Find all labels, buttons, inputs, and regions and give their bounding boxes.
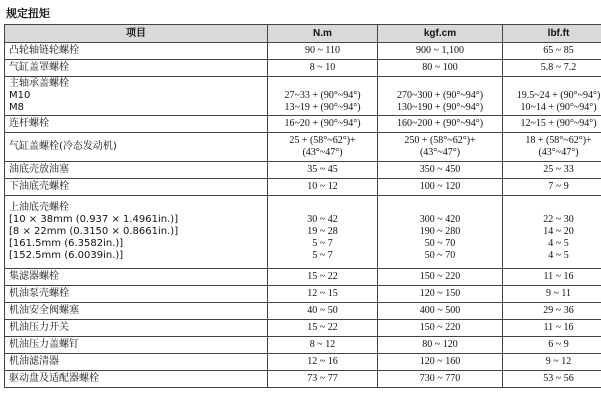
- torque-table: [4, 24, 601, 388]
- cell-text: 7 ~ 9: [548, 181, 569, 192]
- cell-text: 下油底壳螺栓: [9, 181, 69, 192]
- table-row: [5, 162, 601, 179]
- nm-cell: [268, 162, 378, 179]
- nm-cell: [268, 116, 378, 133]
- cell-text: 驱动盘及适配器螺栓: [9, 373, 99, 384]
- table-row: [5, 133, 601, 162]
- item-cell: [5, 162, 268, 179]
- nm-cell: [268, 196, 378, 269]
- nm-cell: [268, 179, 378, 196]
- lbf-ft-cell: [503, 196, 601, 269]
- lbf-ft-cell: [503, 77, 601, 116]
- cell-text: 50 ~ 70: [424, 250, 456, 261]
- cell-text: 150 ~ 220: [419, 271, 461, 282]
- cell-text: (43°~47°): [302, 147, 343, 158]
- lbf-ft-cell: [503, 43, 601, 60]
- cell-text: 35 ~ 45: [307, 164, 338, 175]
- cell-text: 上油底壳螺栓: [9, 202, 69, 213]
- item-cell: [5, 179, 268, 196]
- cell-text: 主轴承盖螺栓: [9, 78, 69, 89]
- item-cell: [5, 116, 268, 133]
- table-row: [5, 354, 601, 371]
- header-item: 项目: [5, 25, 268, 43]
- nm-cell: [268, 269, 378, 286]
- lbf-ft-cell: [503, 320, 601, 337]
- cell-text: 130~190 + (90°~94°): [396, 102, 484, 113]
- cell-text: 730 ~ 770: [419, 373, 461, 384]
- cell-text: 100 ~ 120: [419, 181, 461, 192]
- cell-text: 10 ~ 12: [307, 181, 338, 192]
- table-row: [5, 196, 601, 269]
- cell-text: 900 ~ 1,100: [416, 45, 464, 56]
- cell-text: 9 ~ 12: [545, 356, 572, 367]
- cell-text: [161.5mm (6.3582in.)]: [9, 238, 124, 249]
- item-cell: [5, 337, 268, 354]
- item-cell: [5, 303, 268, 320]
- cell-text: 53 ~ 56: [543, 373, 574, 384]
- cell-text: 120 ~ 160: [419, 356, 461, 367]
- lbf-ft-cell: [503, 337, 601, 354]
- table-row: [5, 337, 601, 354]
- cell-text: 25 ~ 33: [543, 164, 574, 175]
- cell-text: 机油安全阀螺塞: [9, 305, 79, 316]
- cell-text: 8 ~ 10: [309, 62, 336, 73]
- item-cell: [5, 196, 268, 269]
- cell-text: 150 ~ 220: [419, 322, 461, 333]
- table-row: [5, 303, 601, 320]
- header-kgf-cm: kgf.cm: [378, 25, 503, 43]
- nm-cell: [268, 320, 378, 337]
- lbf-ft-cell: [503, 133, 601, 162]
- nm-cell: [268, 43, 378, 60]
- cell-text: 18 + (58°~62°)+: [525, 135, 592, 146]
- kgf-cm-cell: [378, 133, 503, 162]
- lbf-ft-cell: [503, 162, 601, 179]
- cell-text: 16~20 + (90°~94°): [284, 118, 361, 129]
- cell-text: 30 ~ 42: [307, 214, 338, 225]
- cell-text: 80 ~ 120: [422, 339, 458, 350]
- kgf-cm-cell: [378, 162, 503, 179]
- cell-text: 300 ~ 420: [419, 214, 461, 225]
- kgf-cm-cell: [378, 286, 503, 303]
- cell-text: 15 ~ 22: [307, 322, 338, 333]
- item-cell: [5, 320, 268, 337]
- kgf-cm-cell: [378, 43, 503, 60]
- lbf-ft-cell: [503, 371, 601, 388]
- cell-text: 400 ~ 500: [419, 305, 461, 316]
- cell-text: 12~15 + (90°~94°): [520, 118, 597, 129]
- item-cell: [5, 133, 268, 162]
- cell-text: 14 ~ 20: [543, 226, 574, 237]
- lbf-ft-cell: [503, 303, 601, 320]
- nm-cell: [268, 60, 378, 77]
- table-row: [5, 371, 601, 388]
- cell-text: 15 ~ 22: [307, 271, 338, 282]
- nm-cell: [268, 303, 378, 320]
- cell-text: 机油压力盖螺钉: [9, 339, 79, 350]
- cell-text: 22 ~ 30: [543, 214, 574, 225]
- lbf-ft-cell: [503, 60, 601, 77]
- cell-text: 12 ~ 16: [307, 356, 338, 367]
- table-row: [5, 179, 601, 196]
- cell-text: 4 ~ 5: [548, 238, 569, 249]
- cell-text: 凸轮轴链轮螺栓: [9, 45, 79, 56]
- cell-text: 50 ~ 70: [424, 238, 456, 249]
- nm-cell: [268, 337, 378, 354]
- cell-text: 连杆螺栓: [9, 118, 49, 129]
- nm-cell: [268, 371, 378, 388]
- cell-text: 350 ~ 450: [419, 164, 461, 175]
- cell-text: 机油压力开关: [9, 322, 69, 333]
- cell-text: 27~33 + (90°~94°): [284, 90, 361, 101]
- lbf-ft-cell: [503, 116, 601, 133]
- cell-text: 160~200 + (90°~94°): [396, 118, 484, 129]
- cell-text: 190 ~ 280: [419, 226, 461, 237]
- kgf-cm-cell: [378, 179, 503, 196]
- kgf-cm-cell: [378, 116, 503, 133]
- kgf-cm-cell: [378, 337, 503, 354]
- kgf-cm-cell: [378, 269, 503, 286]
- cell-text: 油底壳放油塞: [9, 164, 69, 175]
- table-row: [5, 320, 601, 337]
- page-title: 规定扭矩: [6, 7, 50, 20]
- cell-text: (43°~47°): [419, 147, 461, 158]
- header-nm: N.m: [268, 25, 378, 43]
- lbf-ft-cell: [503, 286, 601, 303]
- lbf-ft-cell: [503, 269, 601, 286]
- cell-text: 5 ~ 7: [312, 238, 333, 249]
- kgf-cm-cell: [378, 320, 503, 337]
- kgf-cm-cell: [378, 196, 503, 269]
- cell-text: M8: [9, 102, 24, 113]
- cell-text: 10~14 + (90°~94°): [520, 102, 597, 113]
- cell-text: 120 ~ 150: [419, 288, 461, 299]
- cell-text: 8 ~ 12: [309, 339, 336, 350]
- cell-text: 90 ~ 110: [304, 45, 341, 56]
- table-header-row: [5, 25, 601, 43]
- cell-text: 25 + (58°~62°)+: [289, 135, 356, 146]
- item-cell: [5, 354, 268, 371]
- table-row: [5, 60, 601, 77]
- cell-text: 13~19 + (90°~94°): [284, 102, 361, 113]
- cell-text: 5.8 ~ 7.2: [540, 62, 577, 73]
- nm-cell: [268, 77, 378, 116]
- kgf-cm-cell: [378, 60, 503, 77]
- cell-text: 气缸盖螺栓(冷态发动机): [9, 141, 117, 152]
- item-cell: [5, 286, 268, 303]
- cell-text: 12 ~ 15: [307, 288, 338, 299]
- cell-text: M10: [9, 90, 31, 101]
- item-cell: [5, 43, 268, 60]
- item-cell: [5, 269, 268, 286]
- cell-text: 4 ~ 5: [548, 250, 569, 261]
- kgf-cm-cell: [378, 303, 503, 320]
- cell-text: 11 ~ 16: [543, 271, 574, 282]
- table-row: [5, 43, 601, 60]
- cell-text: 29 ~ 36: [543, 305, 574, 316]
- kgf-cm-cell: [378, 354, 503, 371]
- cell-text: 6 ~ 9: [548, 339, 569, 350]
- nm-cell: [268, 354, 378, 371]
- table-row: [5, 116, 601, 133]
- cell-text: 5 ~ 7: [312, 250, 333, 261]
- cell-text: [152.5mm (6.0039in.)]: [9, 250, 124, 261]
- item-cell: [5, 60, 268, 77]
- lbf-ft-cell: [503, 179, 601, 196]
- cell-text: 9 ~ 11: [545, 288, 572, 299]
- cell-text: 250 + (58°~62°)+: [404, 135, 476, 146]
- cell-text: 机油滤清器: [9, 356, 59, 367]
- nm-cell: [268, 286, 378, 303]
- cell-text: 19 ~ 28: [307, 226, 338, 237]
- kgf-cm-cell: [378, 77, 503, 116]
- item-cell: [5, 77, 268, 116]
- item-cell: [5, 371, 268, 388]
- table-row: [5, 286, 601, 303]
- table-row: [5, 269, 601, 286]
- cell-text: [8 × 22mm (0.3150 × 0.8661in.)]: [9, 226, 179, 237]
- table-row: [5, 77, 601, 116]
- table-body: [5, 43, 601, 388]
- cell-text: (43°~47°): [538, 147, 579, 158]
- cell-text: 19.5~24 + (90°~94°): [516, 90, 601, 101]
- cell-text: 气缸盖罩螺栓: [9, 62, 69, 73]
- cell-text: 集滤器螺栓: [9, 271, 59, 282]
- cell-text: 机油泵壳螺栓: [9, 288, 69, 299]
- cell-text: [10 × 38mm (0.937 × 1.4961in.)]: [9, 214, 179, 225]
- cell-text: 65 ~ 85: [543, 45, 574, 56]
- header-lbf-ft: lbf.ft: [503, 25, 601, 43]
- cell-text: 73 ~ 77: [307, 373, 338, 384]
- lbf-ft-cell: [503, 354, 601, 371]
- kgf-cm-cell: [378, 371, 503, 388]
- cell-text: 40 ~ 50: [307, 305, 338, 316]
- nm-cell: [268, 133, 378, 162]
- cell-text: 80 ~ 100: [422, 62, 458, 73]
- cell-text: 270~300 + (90°~94°): [396, 90, 484, 101]
- cell-text: 11 ~ 16: [543, 322, 574, 333]
